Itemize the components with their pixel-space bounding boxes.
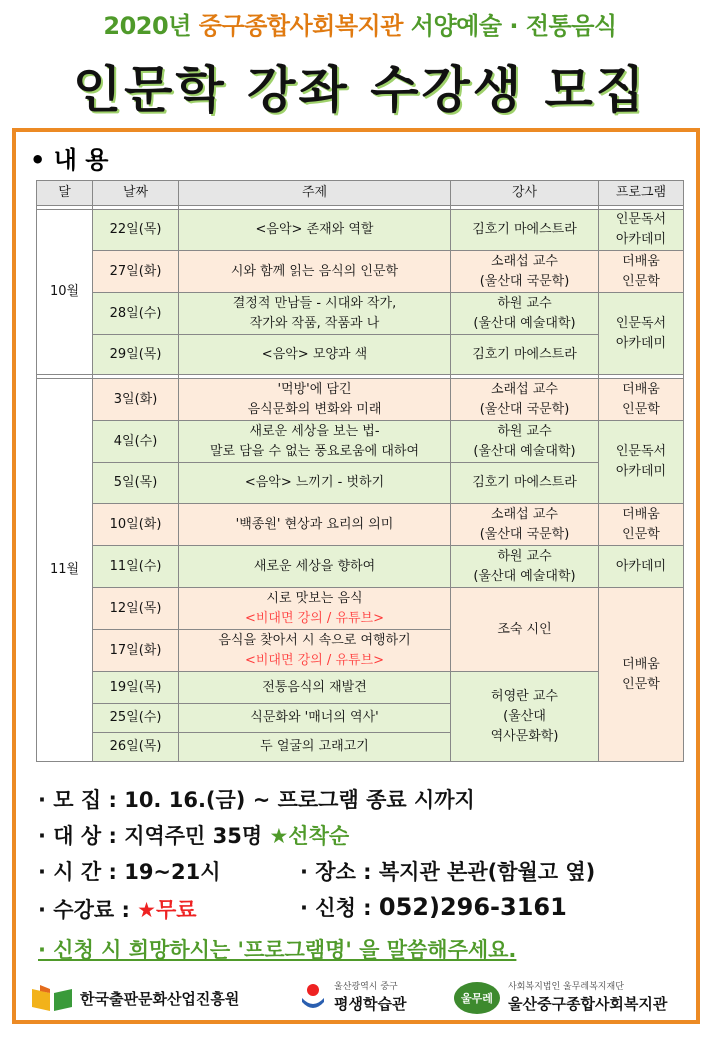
section-title: • 내 용: [30, 146, 109, 174]
date-cell: 28일(수): [93, 293, 179, 335]
table-row: [37, 335, 684, 375]
topic-cell: 새로운 세상을 향하여: [179, 546, 451, 588]
fee-value: ★무료: [137, 898, 197, 922]
header-month: 달: [37, 181, 93, 206]
program-cell: 더배움 인문학: [599, 379, 684, 421]
date-cell: 10일(화): [93, 504, 179, 546]
topic-cell: <음악> 존재와 역할: [179, 210, 451, 251]
svg-text:울무레: 울무레: [461, 992, 493, 1005]
table-row: [37, 210, 684, 251]
topic-cell: <음악> 느끼기 - 벗하기: [179, 463, 451, 504]
date-cell: 12일(목): [93, 588, 179, 630]
phone-number: 052)296-3161: [378, 893, 567, 921]
schedule-table: [36, 180, 684, 762]
program-cell: 더배움 인문학: [599, 251, 684, 293]
header-org: 중구종합사회복지관: [198, 12, 403, 40]
header-program: 프로그램: [599, 181, 684, 206]
date-cell: 3일(화): [93, 379, 179, 421]
table-row: [37, 546, 684, 588]
table-row: [37, 379, 684, 421]
table-row: [37, 251, 684, 293]
header-program: 서양예술 · 전통음식: [410, 12, 617, 40]
date-cell: 26일(목): [93, 733, 179, 762]
lecturer-cell: 김호기 마에스트라: [451, 210, 599, 251]
apply-line: · 신청 : 052)296-3161: [300, 893, 567, 921]
program-cell: 아카데미: [599, 546, 684, 588]
logo-kpipa: 한국출판문화산업진흥원: [30, 978, 239, 1018]
date-cell: 11일(수): [93, 546, 179, 588]
place-line: · 장소 : 복지관 본관(함월고 옆): [300, 860, 596, 884]
program-cell: 더배움 인문학: [599, 588, 684, 762]
emblem-icon: [298, 982, 328, 1014]
logo-welfare-center: 울무레 사회복지법인 울무레복지재단 울산중구종합사회복지관: [452, 978, 667, 1018]
target-line: · 대 상 : 지역주민 35명 ★선착순: [38, 824, 350, 848]
lecturer-cell: 허영란 교수 (울산대 역사문화학): [451, 672, 599, 762]
first-come-badge: ★선착순: [269, 824, 350, 848]
date-cell: 4일(수): [93, 421, 179, 463]
date-cell: 22일(목): [93, 210, 179, 251]
table-row: [37, 672, 684, 704]
lecturer-cell: 소래섭 교수 (울산대 국문학): [451, 251, 599, 293]
header-lecturer: 강사: [451, 181, 599, 206]
header-date: 날짜: [93, 181, 179, 206]
table-row: [37, 588, 684, 630]
page-title: 인문학 강좌 수강생 모집: [72, 61, 648, 119]
fee-line: · 수강료 : ★무료: [38, 898, 197, 922]
date-cell: 27일(화): [93, 251, 179, 293]
book-icon: [30, 983, 74, 1013]
lecturer-cell: 하원 교수 (울산대 예술대학): [451, 546, 599, 588]
lecturer-cell: 김호기 마에스트라: [451, 335, 599, 375]
month-cell: 11월: [37, 379, 93, 762]
month-cell: 10월: [37, 210, 93, 375]
date-cell: 5일(목): [93, 463, 179, 504]
lecturer-cell: 소래섭 교수 (울산대 국문학): [451, 504, 599, 546]
topic-cell: 새로운 세상을 보는 법- 말로 담을 수 없는 풍요로움에 대하여: [179, 421, 451, 463]
topic-cell: 두 얼굴의 고래고기: [179, 733, 451, 762]
apply-note: · 신청 시 희망하시는 '프로그램명' 을 말씀해주세요.: [38, 938, 517, 962]
lecturer-cell: 김호기 마에스트라: [451, 463, 599, 504]
topic-cell: 식문화와 '매너의 역사': [179, 704, 451, 733]
lecturer-cell: 하원 교수 (울산대 예술대학): [451, 421, 599, 463]
topic-cell: 음식을 찾아서 시 속으로 여행하기 <비대면 강의 / 유튜브>: [179, 630, 451, 672]
table-row: [37, 293, 684, 335]
header-year: 2020년: [103, 12, 191, 40]
program-cell: 인문독서 아카데미: [599, 210, 684, 251]
topic-cell: 전통음식의 재발견: [179, 672, 451, 704]
date-cell: 19일(목): [93, 672, 179, 704]
topic-cell: 시로 맛보는 음식 <비대면 강의 / 유튜브>: [179, 588, 451, 630]
table-row: [37, 421, 684, 463]
date-cell: 17일(화): [93, 630, 179, 672]
lecturer-cell: 소래섭 교수 (울산대 국문학): [451, 379, 599, 421]
program-cell: 인문독서 아카데미: [599, 293, 684, 375]
recruit-line: · 모 집 : 10. 16.(금) ~ 프로그램 종료 시까지: [38, 788, 475, 812]
lecturer-cell: 하원 교수 (울산대 예술대학): [451, 293, 599, 335]
program-cell: 더배움 인문학: [599, 504, 684, 546]
table-row: [37, 504, 684, 546]
header-subtitle: [0, 6, 720, 41]
lecturer-cell: 조숙 시인: [451, 588, 599, 672]
table-row: [37, 463, 684, 504]
header-topic: 주제: [179, 181, 451, 206]
topic-cell: <음악> 모양과 색: [179, 335, 451, 375]
topic-cell: '먹방'에 담긴 음식문화의 변화와 미래: [179, 379, 451, 421]
foundation-mark-icon: [452, 980, 502, 1016]
table-header-row: [37, 181, 684, 206]
logo-lifelong-learning: 울산광역시 중구 평생학습관: [298, 978, 406, 1018]
topic-cell: 결정적 만남들 - 시대와 작가, 작가와 작품, 작품과 나: [179, 293, 451, 335]
topic-cell: 시와 함께 읽는 음식의 인문학: [179, 251, 451, 293]
topic-cell: '백종원' 현상과 요리의 의미: [179, 504, 451, 546]
time-line: · 시 간 : 19~21시: [38, 860, 221, 884]
date-cell: 29일(목): [93, 335, 179, 375]
date-cell: 25일(수): [93, 704, 179, 733]
program-cell: 인문독서 아카데미: [599, 421, 684, 504]
